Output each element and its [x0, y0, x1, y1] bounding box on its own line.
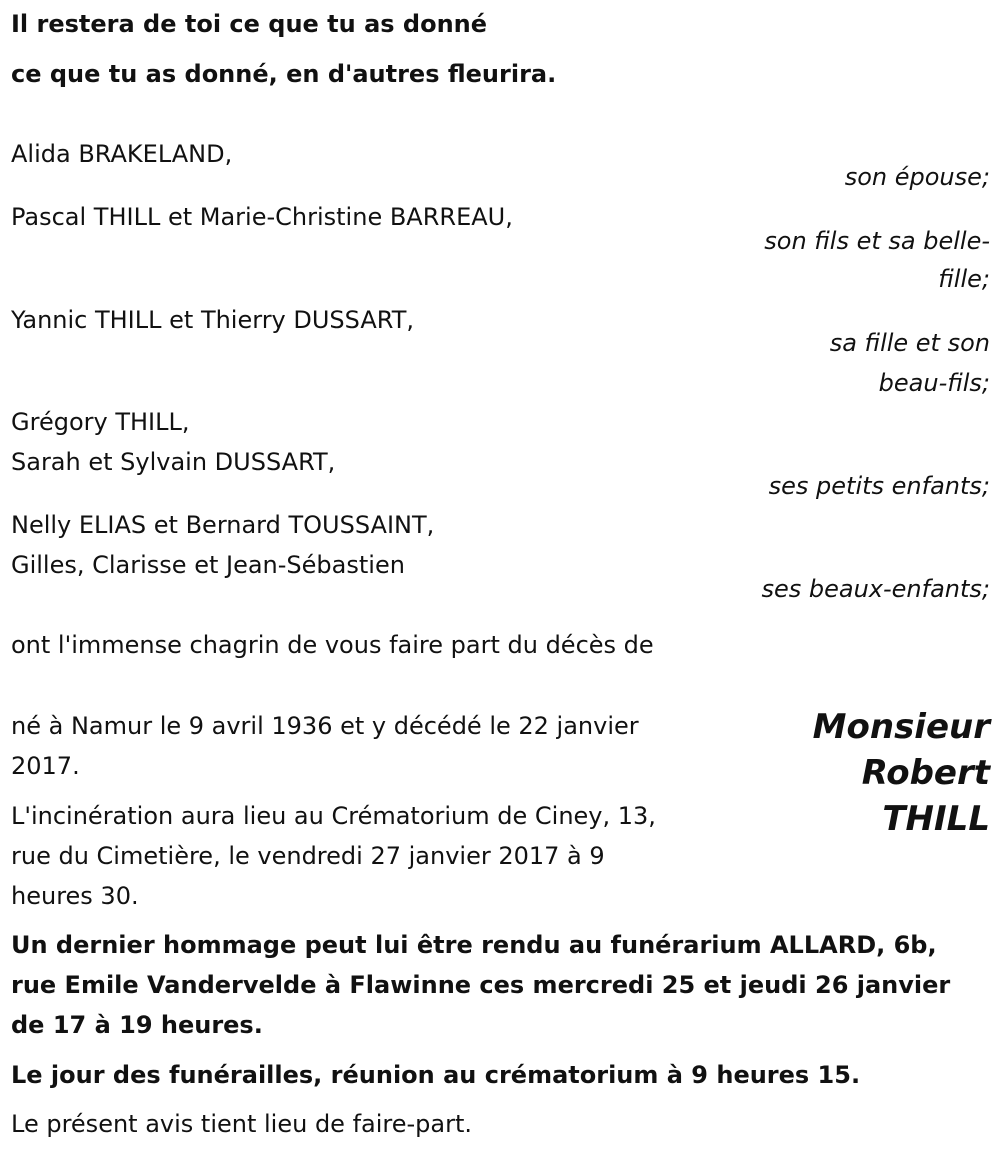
deceased-last-name: THILL: [882, 799, 990, 839]
family-name: Sarah et Sylvain DUSSART,: [11, 448, 336, 476]
family-name: Pascal THILL et Marie-Christine BARREAU,: [11, 203, 513, 231]
epitaph-line-2: ce que tu as donné, en d'autres fleurira.: [11, 60, 557, 88]
family-relation: ses petits enfants;: [768, 472, 990, 500]
family-relation: beau-fils;: [878, 369, 990, 397]
family-name: Gilles, Clarisse et Jean-Sébastien: [11, 551, 405, 579]
family-name: Alida BRAKELAND,: [11, 140, 233, 168]
birth-death-line: 2017.: [11, 752, 80, 780]
tribute-line: Un dernier hommage peut lui être rendu au funérarium ALLARD, 6b,: [11, 931, 937, 959]
announcement-text: ont l'immense chagrin de vous faire part du décès de: [11, 631, 654, 659]
family-relation: son épouse;: [844, 163, 990, 191]
epitaph-line-1: Il restera de toi ce que tu as donné: [11, 10, 488, 38]
cremation-line: heures 30.: [11, 882, 139, 910]
tribute-line: de 17 à 19 heures.: [11, 1011, 263, 1039]
family-relation: ses beaux-enfants;: [761, 575, 990, 603]
family-relation: son fils et sa belle-: [764, 227, 990, 255]
family-name: Yannic THILL et Thierry DUSSART,: [11, 306, 414, 334]
deceased-name: [750, 704, 990, 842]
deceased-first-name: Robert: [861, 753, 990, 793]
closing-note: Le présent avis tient lieu de faire-part.: [11, 1110, 473, 1138]
tribute-info: [11, 925, 950, 1045]
family-name: Nelly ELIAS et Bernard TOUSSAINT,: [11, 511, 435, 539]
birth-death-line: né à Namur le 9 avril 1936 et y décédé le 22 janvier: [11, 712, 639, 740]
birth-death-info: [11, 706, 639, 786]
family-name: Grégory THILL,: [11, 408, 190, 436]
cremation-info: [11, 796, 656, 916]
cremation-line: rue du Cimetière, le vendredi 27 janvier 2017 à 9: [11, 842, 605, 870]
deceased-title: Monsieur: [812, 707, 990, 747]
tribute-line: rue Emile Vandervelde à Flawinne ces mercredi 25 et jeudi 26 janvier: [11, 971, 951, 999]
funeral-day-info: Le jour des funérailles, réunion au crématorium à 9 heures 15.: [11, 1061, 861, 1089]
cremation-line: L'incinération aura lieu au Crématorium de Ciney, 13,: [11, 802, 656, 830]
family-relation: fille;: [938, 265, 990, 293]
family-relation: sa fille et son: [829, 329, 990, 357]
